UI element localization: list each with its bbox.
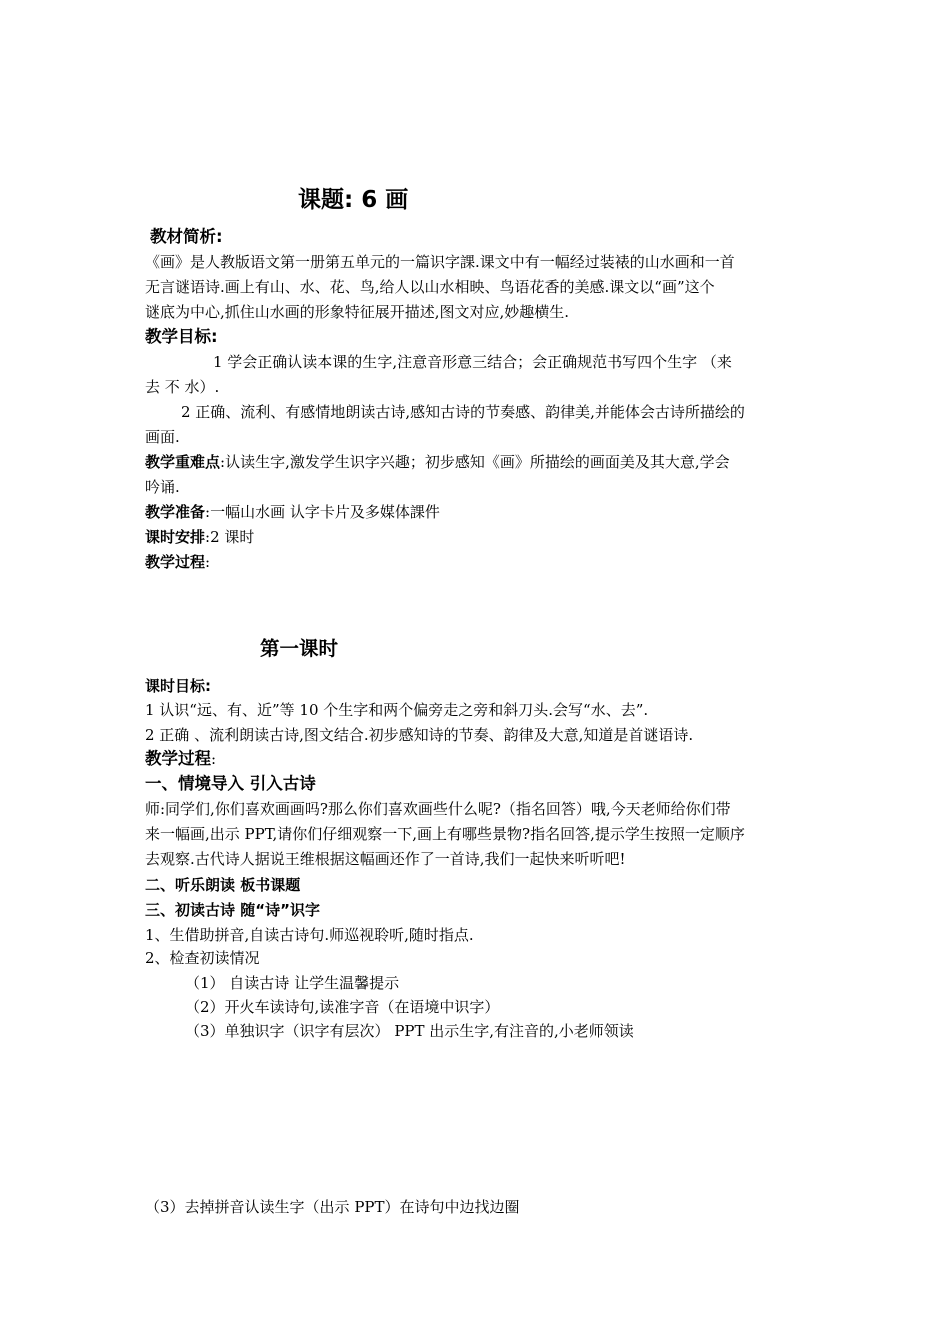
prep-line <box>145 502 440 522</box>
lesson-goals-label: 课时目标: <box>145 677 211 695</box>
prep-text: :一幅山水画 认字卡片及多媒体課件 <box>205 503 440 521</box>
process-line <box>145 552 210 572</box>
goals-line-3: 2 正确、流利、有感情地朗读古诗,感知古诗的节奏感、韵律美,并能体会古诗所描绘的 <box>181 403 745 421</box>
material-line-3: 谜底为中心,抓住山水画的形象特征展开描述,图文对应,妙趣横生. <box>145 303 570 321</box>
material-label: 教材简析: <box>150 227 223 246</box>
goals-label: 教学目标: <box>145 327 218 346</box>
goals-line-4: 画面. <box>145 428 180 446</box>
material-line-1: 《画》是人教版语文第一册第五单元的一篇识字課.课文中有一幅经过装裱的山水画和一首 <box>145 253 735 271</box>
lesson-goal-1: 1 认识“远、有、近”等 10 个生字和两个偏旁走之旁和斜刀头.会写“水、去”. <box>145 701 649 719</box>
lesson-process-line <box>145 749 216 769</box>
material-line-2: 无言谜语诗.画上有山、水、花、鸟,给人以山水相映、鸟语花香的美感.课文以“画”这个 <box>145 278 715 296</box>
step3-title: 三、初读古诗 随“诗”识字 <box>145 901 320 919</box>
step1-line-3: 去观察.古代诗人据说王维根据这幅画还作了一首诗,我们一起快来听听吧! <box>145 850 626 868</box>
sub-item-2: （2）开火车读诗句,读准字音（在语境中识字） <box>185 998 500 1016</box>
goals-line-2: 去 不 水）. <box>145 378 220 396</box>
step1-line-2: 来一幅画,出示 PPT,请你们仔细观察一下,画上有哪些景物?指名回答,提示学生按照一定顺序 <box>145 825 745 843</box>
step1-line-1: 师:同学们,你们喜欢画画吗?那么你们喜欢画些什么呢?（指名回答）哦,今天老师给你们带 <box>145 800 731 818</box>
item-1: 1、生借助拼音,自读古诗句.师巡视聆听,随时指点. <box>145 926 474 944</box>
keypoints-label: 教学重难点 <box>145 453 221 471</box>
item-2: 2、检查初读情况 <box>145 949 260 967</box>
keypoints-text-1: :认读生字,激发学生识字兴趣；初步感知《画》所描绘的画面美及其大意,学会 <box>220 453 730 471</box>
sub-item-4: （3）去掉拼音认读生字（出示 PPT）在诗句中边找边圈 <box>145 1198 520 1216</box>
keypoints-line-2: 吟诵. <box>145 478 180 496</box>
process-colon: : <box>205 553 211 571</box>
lesson-title: 第一课时 <box>260 637 339 660</box>
process-label: 教学过程 <box>145 553 206 571</box>
page-title: 课题: 6 画 <box>298 187 409 213</box>
lesson-goal-2: 2 正确 、流利朗读古诗,图文结合.初步感知诗的节奏、韵律及大意,知道是首谜语诗. <box>145 726 694 744</box>
lesson-process-colon: : <box>211 750 217 768</box>
step1-title: 一、情境导入 引入古诗 <box>145 774 316 793</box>
lesson-process-label: 教学过程 <box>145 749 211 768</box>
keypoints-line-1 <box>145 452 730 472</box>
prep-label: 教学准备 <box>145 503 206 521</box>
step2-title: 二、听乐朗读 板书课题 <box>145 876 301 894</box>
sub-item-1: （1） 自读古诗 让学生温馨提示 <box>185 974 400 992</box>
schedule-label: 课时安排 <box>145 528 206 546</box>
schedule-line <box>145 527 254 547</box>
schedule-text: :2 课时 <box>205 528 255 546</box>
sub-item-3: （3）单独识字（识字有层次） PPT 出示生字,有注音的,小老师领读 <box>185 1022 634 1040</box>
goals-line-1: 1 学会正确认读本课的生字,注意音形意三结合；会正确规范书写四个生字 （来 <box>213 353 732 371</box>
